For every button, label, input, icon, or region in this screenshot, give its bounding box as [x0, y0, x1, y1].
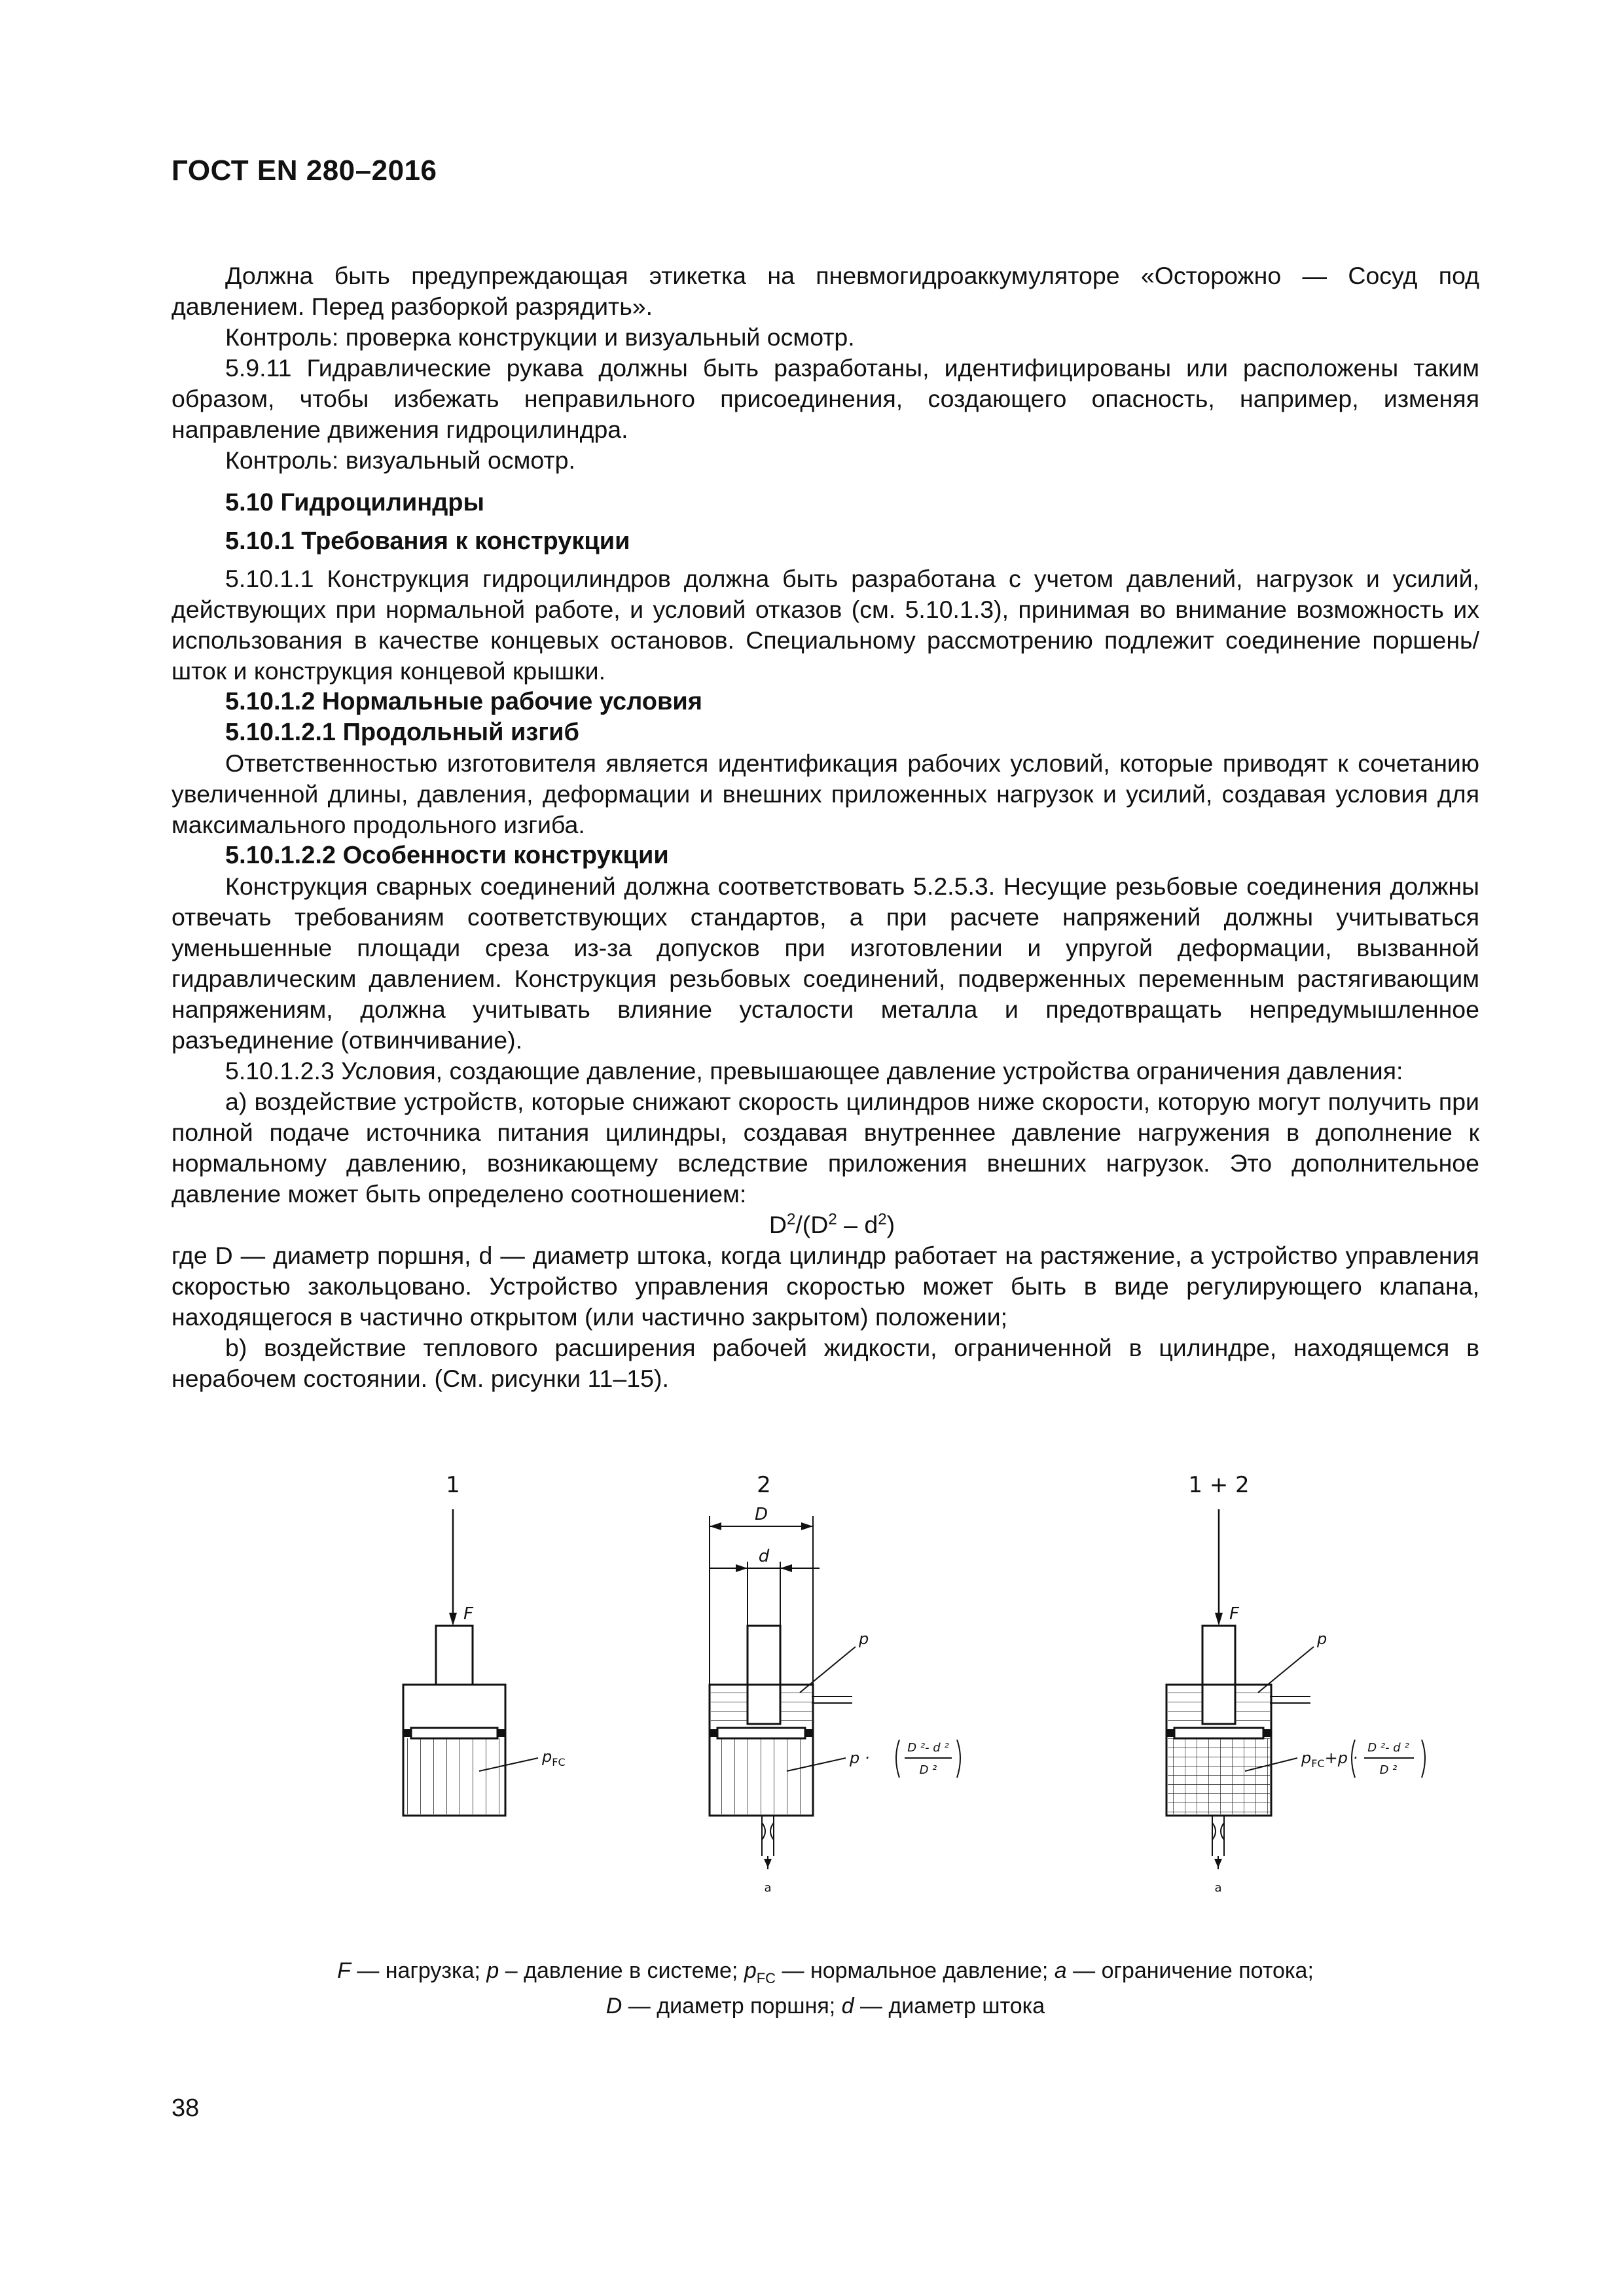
paragraph: Конструкция сварных соединений должна соответствовать 5.2.5.3. Несущие резьбовые соединения должны отвечать требованиям соответствующих стандартов, а при расчете напряжений должны учитываться уменьшенные площади среза из-за допусков при изготовлении и упругой деформации, вызванной гидравлическим давлением. Конструкция резьбовых соединений, подверженных переменным растягивающим напряжениям, должна учитывать влияние усталости металла и предотвращать непредумышленное разъединение (отвинчивание).: [171, 872, 1479, 1054]
paragraph: 5.9.11 Гидравлические рукава должны быть разработаны, идентифицированы или расположены таким образом, чтобы избежать неправильного присоединения, создающего опасность, например, изменяя направление движения гидроцилиндра.: [171, 354, 1479, 443]
paragraph: Контроль: проверка конструкции и визуальный осмотр.: [225, 323, 855, 351]
fraction-denominator-3: D ²: [1379, 1763, 1398, 1777]
fraction-numerator-3: D ²- d ²: [1367, 1741, 1409, 1755]
expression-label-2: p ·: [850, 1749, 870, 1767]
fraction-denominator-2: D ²: [919, 1763, 937, 1777]
formula: $D^2/(D^2 - d^2)$: [768, 1210, 895, 1238]
figure-label-1: 1: [446, 1472, 460, 1498]
figure-label-2: 2: [757, 1472, 771, 1498]
page-number: 38: [171, 2094, 200, 2122]
caption-line-2: D — диаметр поршня; d — диаметр штока: [605, 1993, 1045, 2018]
document-body: [171, 260, 1479, 1394]
pressure-label-2: p: [859, 1630, 869, 1648]
fraction-numerator-2: D ²- d ²: [907, 1741, 949, 1755]
paragraph: 5.10.1.1 Конструкция гидроцилиндров должна быть разработана с учетом давлений, нагрузок и усилий, действующих при нормальной работе, и условий отказов (см. 5.10.1.3), принимая во внимание возможность их использования в качестве концевых остановов. Специальному рассмотрению подлежит соединение поршень/шток и конструкция концевой крышки.: [171, 565, 1479, 685]
figure-label-3: 1 + 2: [1188, 1472, 1250, 1498]
paragraph: Ответственностью изготовителя является идентификация рабочих условий, которые приводят к сочетанию увеличенной длины, давления, деформации и внешних приложенных нагрузок и усилий, создавая условия для максимального продольного изгиба.: [171, 749, 1479, 838]
section-heading: 5.10.1.2.1 Продольный изгиб: [225, 719, 579, 746]
document-header: ГОСТ EN 280–2016: [171, 154, 437, 187]
caption-line-1: F — нагрузка; p – давление в системе; $p_{FC}$ — нормальное давление; a — ограничение потока;: [337, 1958, 1314, 1986]
cylinder-diagrams: [171, 1463, 1479, 1928]
cylinder-1: [403, 1509, 538, 1816]
section-heading: 5.10 Гидроцилиндры: [225, 489, 484, 516]
cylinder-3: [1166, 1509, 1425, 1869]
paragraph: Должна быть предупреждающая этикетка на пневмогидроаккумуляторе «Осторожно — Сосуд под давлением. Перед разборкой разрядить».: [171, 262, 1479, 320]
figure-cylinders: [171, 1463, 1479, 1928]
paragraph: 5.10.1.2.3 Условия, создающие давление, превышающее давление устройства ограничения давления:: [225, 1057, 1403, 1085]
dimension-d-label: d: [758, 1547, 770, 1566]
cylinder-2: [710, 1516, 856, 1869]
paragraph: где D — диаметр поршня, d — диаметр штока, когда цилиндр работает на растяжение, а устройство управления скоростью закольцовано. Устройство управления скоростью может быть в виде регулирующего клапана, находящегося в частично открытом (или частично закрытом) положении;: [171, 1242, 1479, 1331]
paragraph: b) воздействие теплового расширения рабочей жидкости, ограниченной в цилиндре, находящемся в нерабочем состоянии. (См. рисунки 11–15).: [171, 1334, 1479, 1392]
paragraph: Контроль: визуальный осмотр.: [225, 446, 575, 474]
section-heading: 5.10.1.2.2 Особенности конструкции: [225, 842, 669, 869]
flow-label-2: a: [764, 1881, 772, 1895]
section-heading: 5.10.1.2 Нормальные рабочие условия: [225, 688, 702, 715]
expression-label-3: $p_{FC}+p$ ·: [1301, 1749, 1358, 1770]
dimension-D-label: D: [754, 1505, 768, 1524]
force-label-3: F: [1229, 1604, 1239, 1624]
pressure-label-3: p: [1317, 1630, 1327, 1648]
paragraph: a) воздействие устройств, которые снижают скорость цилиндров ниже скорости, которую могут получить при полной подаче источника питания цилиндры, создавая внутреннее давление нагружения в дополнение к нормальному давлению, возникающему вследствие приложения внешних нагрузок. Это дополнительное давление может быть определено соотношением:: [171, 1088, 1479, 1208]
force-label-1: F: [463, 1604, 473, 1624]
figure-caption: [171, 1957, 1479, 2020]
pfc-label-1: $p_{FC}$: [542, 1748, 566, 1768]
section-heading: 5.10.1 Требования к конструкции: [225, 528, 630, 555]
flow-label-3: a: [1214, 1881, 1222, 1895]
